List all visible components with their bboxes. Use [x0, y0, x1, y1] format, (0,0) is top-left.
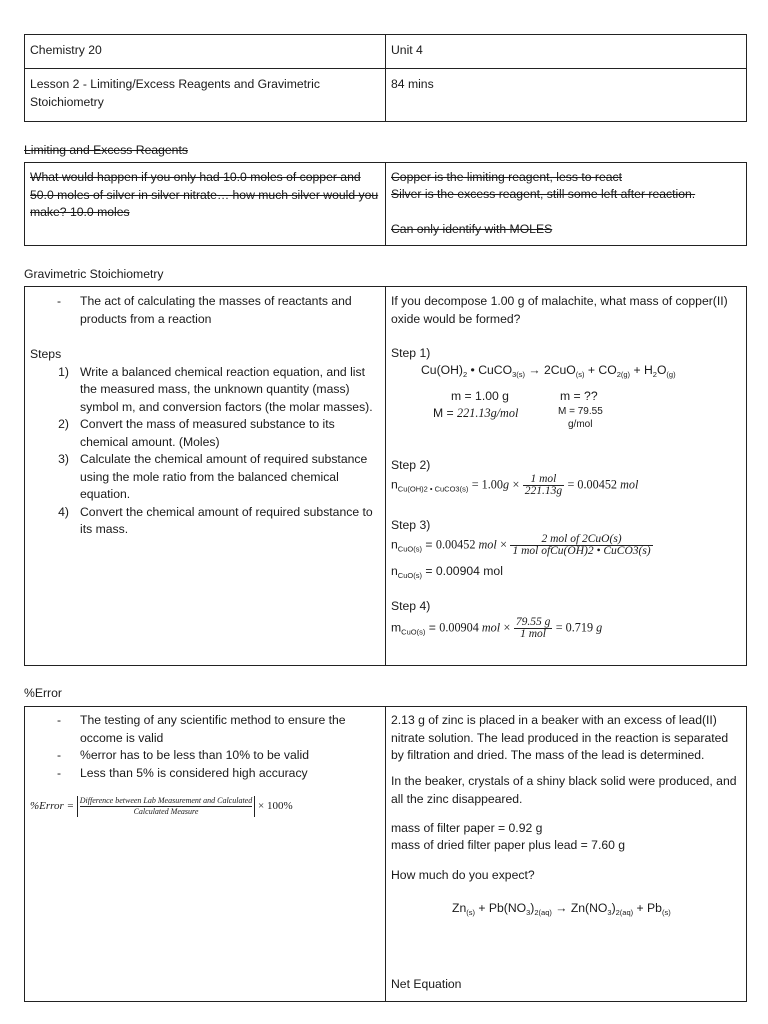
step-text: Convert the chemical amount of required substance to its mass. — [80, 504, 373, 536]
gravimetric-heading: Gravimetric Stoichiometry — [24, 267, 164, 281]
step2-calculation: $n_{Cu(OH)2 • CuCO3(s)} = 1.00g$ × $\frac{\text{1 mol}}{221.13g}$ = 0.00452 mol — [391, 473, 639, 497]
step-item — [30, 451, 382, 504]
step-text: Write a balanced chemical reaction equation, and list the measured mass, the unknown quantity (mass) symbol m, and conversion factors (the molar masses). — [80, 364, 373, 414]
given-mass: m = 1.00 g — [451, 389, 509, 403]
header-table-row-divider — [24, 68, 747, 69]
step1-label: Step 1) — [391, 346, 431, 360]
step-text: Calculate the chemical amount of required substance using the mole ratio from the balanced chemical equation. — [80, 452, 368, 501]
definition-item: - The act of calculating the masses of reactants and products from a reaction — [30, 293, 382, 328]
formula-rhs: × 100% — [257, 800, 293, 813]
limiting-heading: Limiting and Excess Reagents — [24, 143, 188, 157]
step-text: Convert the mass of measured substance to its chemical amount. (Moles) — [80, 417, 335, 449]
zinc-observation: In the beaker, crystals of a shiny black solid were produced, and all the zinc disappeared. — [391, 774, 737, 806]
unknown-molar-mass-line2: g/mol — [568, 419, 593, 430]
malachite-equation: $Cu(OH)_2$ • CuCO$_{3(s)}$ → $2CuO_{(s)} + CO_{2(g)} + H_2O_{(g)}$ — [421, 363, 676, 379]
step3-result: $n_{CuO(s)} = 0.00904$ mol — [391, 564, 503, 580]
gravimetric-table-divider — [385, 286, 386, 666]
step-item — [30, 364, 382, 417]
step2-label: Step 2) — [391, 458, 431, 472]
step-number: 2) — [58, 417, 69, 431]
gravimetric-left-column — [30, 293, 382, 539]
formula-numerator: Difference between Lab Measurement and Calculated — [79, 796, 253, 805]
limiting-question: What would happen if you only had 10.0 moles of copper and 50.0 moles of silver in silver nitrate… how much silver would you make? 10.0 moles — [30, 170, 379, 219]
step3-label: Step 3) — [391, 518, 431, 532]
lesson-title: Lesson 2 - Limiting/Excess Reagents and Gravimetric Stoichiometry — [30, 77, 320, 109]
limiting-answer-3: Can only identify with MOLES — [391, 222, 553, 236]
gravimetric-problem: If you decompose 1.00 g of malachite, what mass of copper(II) oxide would be formed? — [391, 294, 728, 326]
error-table-divider — [385, 706, 386, 1002]
limiting-table-divider — [385, 162, 386, 246]
steps-label: Steps — [30, 347, 62, 361]
steps-list — [30, 364, 382, 539]
given-molar-mass: M = 221.13g/mol — [433, 406, 519, 420]
course-title: Chemistry 20 — [30, 43, 102, 57]
step-number: 1) — [58, 364, 69, 379]
step4-calculation: $m_{CuO(s)} = 0.00904$ mol × $\frac{79.55 g}{\text{1 mol}}$ = 0.719 g — [391, 616, 603, 640]
lesson-duration: 84 mins — [391, 77, 434, 91]
step-item — [30, 504, 382, 539]
formula-denominator: Calculated Measure — [133, 807, 199, 816]
error-bullets — [30, 712, 382, 782]
unit-label: Unit 4 — [391, 43, 423, 57]
formula-lhs: %Error = — [30, 800, 74, 813]
header-table-divider — [385, 34, 386, 122]
step4-label: Step 4) — [391, 599, 431, 613]
step-number: 3) — [58, 452, 69, 466]
expectation-question: How much do you expect? — [391, 868, 535, 882]
net-equation-label: Net Equation — [391, 977, 462, 991]
error-bullet: - Less than 5% is considered high accuracy — [30, 765, 382, 783]
zinc-lead-equation: $Zn_{(s)} + Pb(NO_3)_{2(aq)} \to Zn(NO_3)_{2(aq)} + Pb_{(s)}$ — [452, 901, 671, 917]
unknown-mass: m = ?? — [560, 389, 598, 403]
error-bullet: - The testing of any scientific method to ensure the occome is valid — [30, 712, 382, 747]
zinc-problem: 2.13 g of zinc is placed in a beaker with an excess of lead(II) nitrate solution. The lead produced in the reaction is separated by filtration and dried. The mass of the lead is determined. — [391, 713, 729, 762]
filter-paper-lead-mass: mass of dried filter paper plus lead = 7.60 g — [391, 838, 626, 852]
error-left-column — [30, 712, 382, 782]
step-number: 4) — [58, 504, 69, 519]
limiting-answer-2: Silver is the excess reagent, still some left after reaction. — [391, 187, 696, 201]
step-item — [30, 416, 382, 451]
error-heading: %Error — [24, 686, 62, 700]
error-bullet: - %error has to be less than 10% to be valid — [30, 747, 382, 765]
unknown-molar-mass-line1: M = 79.55 — [558, 406, 603, 417]
limiting-answer-1: Copper is the limiting reagent, less to react — [391, 170, 622, 184]
percent-error-formula — [30, 796, 293, 817]
step3-calculation: $n_{CuO(s)} = 0.00452$ mol × $\frac{\text{2 mol of 2CuO(s)}}{\text{1 mol ofCu(OH)2 • CuCO3(s)}}$ — [391, 533, 651, 557]
filter-paper-mass: mass of filter paper = 0.92 g — [391, 821, 543, 835]
